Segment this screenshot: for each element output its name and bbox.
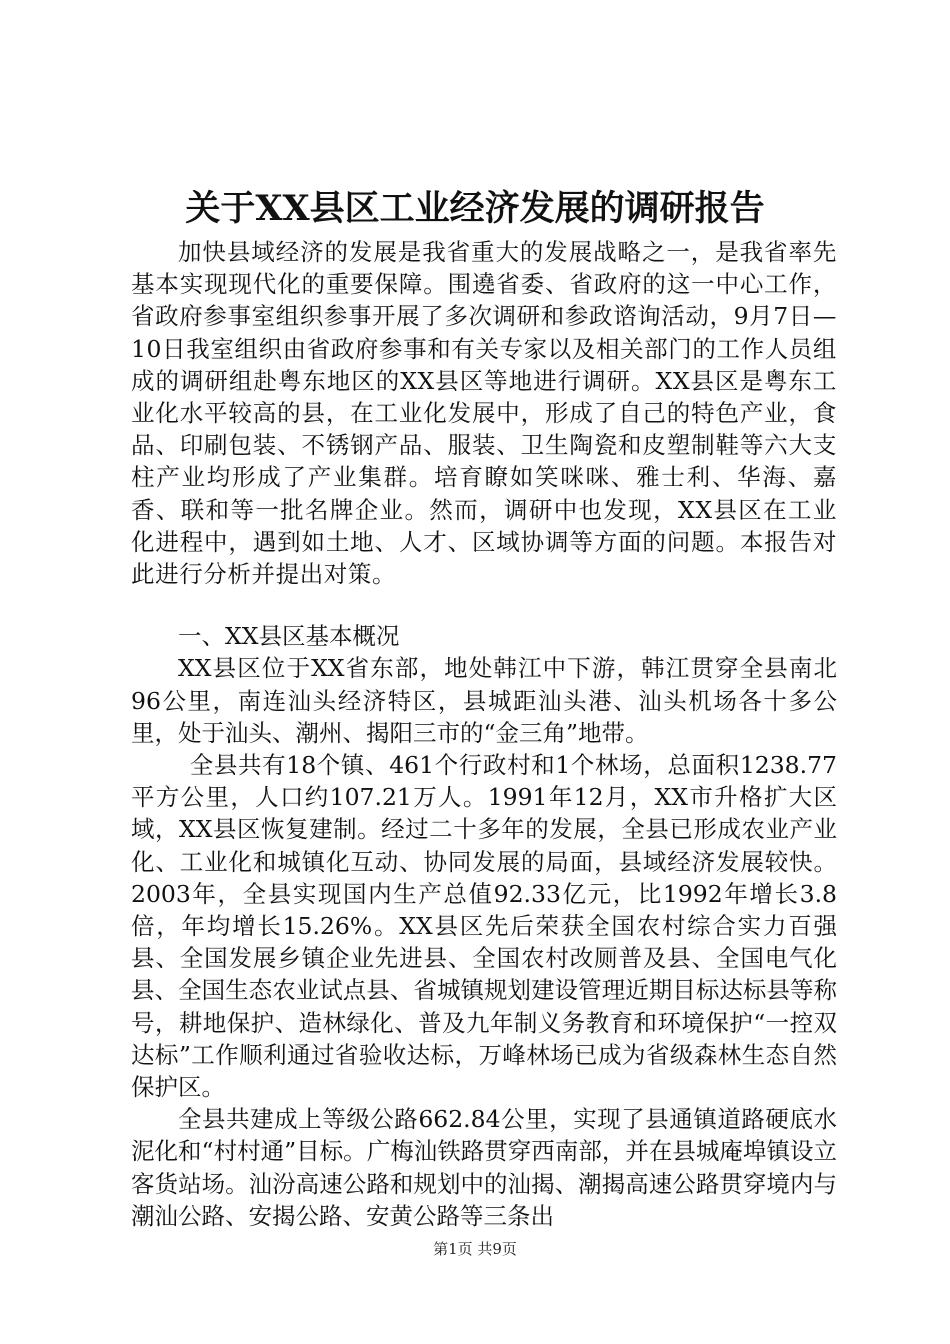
document-body [131,236,837,1232]
section-paragraph: 全县共有18个镇、461个行政村和1个林场，总面积1238.77平方公里，人口约107.21万人。1991年12月，XX市升格扩大区域，XX县区恢复建制。经过二十多年的发展，全县已形成农业产业化、工业化和城镇化互动、协同发展的局面，县域经济发展较快。2003年，全县实现国内生产总值92.33亿元，比1992年增长3.8倍，年均增长15.26%。XX县区先后荣获全国农村综合实力百强县、全国发展乡镇企业先进县、全国农村改厕普及县、全国电气化县、全国生态农业试点县、省城镇规划建设管理近期目标达标县等称号，耕地保护、造林绿化、普及九年制义务教育和环境保护“一控双达标”工作顺利通过省验收达标，万峰林场已成为省级森林生态自然保护区。 [131,751,837,1102]
page-footer: 第1页 共9页 [433,1240,517,1258]
section-heading: 一、XX县区基本概况 [178,622,400,651]
section-paragraph: XX县区位于XX省东部，地处韩江中下游，韩江贯穿全县南北96公里，南连汕头经济特区，县城距汕头港、汕头机场各十多公里，处于汕头、潮州、揭阳三市的“金三角”地带。 [131,654,837,747]
section-paragraph: 全县共建成上等级公路662.84公里，实现了县通镇道路硬底水泥化和“村村通”目标。广梅汕铁路贯穿西南部，并在县城庵埠镇设立客货站场。汕汾高速公路和规划中的汕揭、潮揭高速公路贯穿境内与潮汕公路、安揭公路、安黄公路等三条出 [131,1105,837,1230]
intro-paragraph: 加快县域经济的发展是我省重大的发展战略之一，是我省率先基本实现现代化的重要保障。围遶省委、省政府的这一中心工作，省政府参事室组织参事开展了多次调研和参政谘询活动，9月7日—10日我室组织由省政府参事和有关专家以及相关部门的工作人员组成的调研组赴粤东地区的XX县区等地进行调研。XX县区是粤东工业化水平较高的县，在工业化发展中，形成了自己的特色产业，食品、印刷包装、不锈钢产品、服装、卫生陶瓷和皮塑制鞋等六大支柱产业均形成了产业集群。培育瞭如笑咪咪、雅士利、华海、嘉香、联和等一批名牌企业。然而，调研中也发现，XX县区在工业化进程中，遇到如土地、人才、区域协调等方面的问题。本报告对此进行分析并提出对策。 [131,238,837,589]
document-title: 关于XX县区工业经济发展的调研报告 [185,188,765,229]
